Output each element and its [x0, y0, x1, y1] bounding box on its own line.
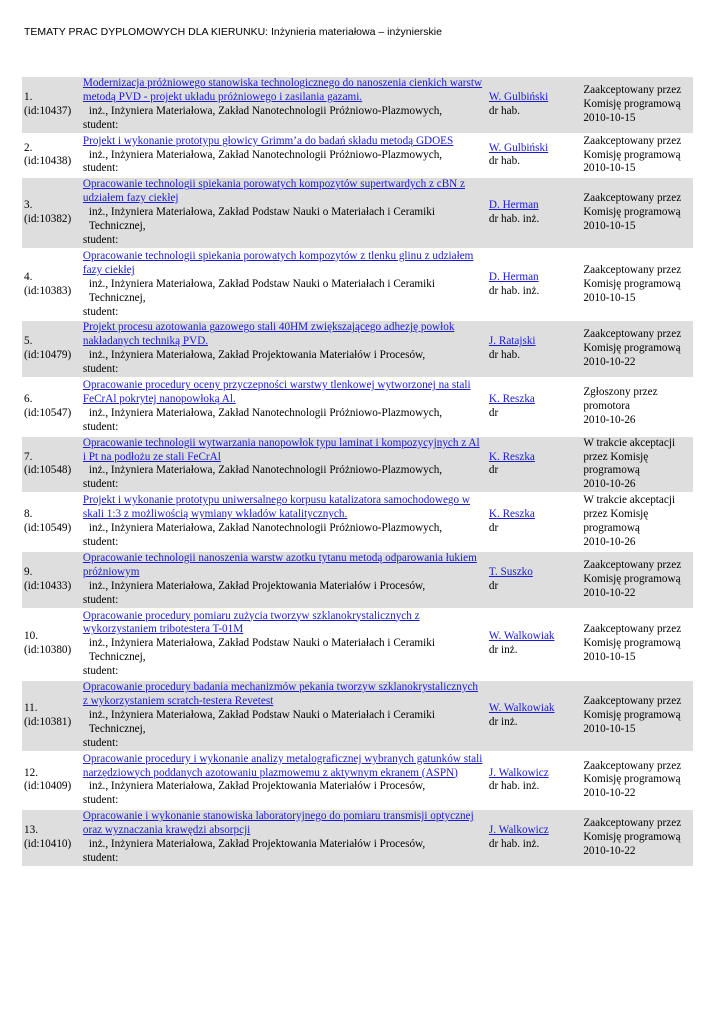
topic-cell [81, 378, 487, 436]
topic-student: student: [82, 233, 119, 246]
status-date: 2010-10-15 [583, 651, 636, 664]
topic-department: inż., Inżyniera Materiałowa, Zakład Podstaw Nauki o Materiałach i Ceramiki Technicznej, [88, 637, 435, 664]
table-row [22, 551, 693, 609]
row-id: (id:10410) [24, 838, 72, 851]
row-id: (id:10547) [24, 406, 72, 419]
topic-cell [81, 609, 487, 681]
supervisor-link[interactable]: D. Herman [488, 199, 539, 212]
row-number: 13. [24, 824, 38, 837]
supervisor-link[interactable]: W. Gulbiński [488, 141, 549, 154]
status-date: 2010-10-26 [583, 536, 636, 548]
topic-department: inż., Inżyniera Materiałowa, Zakład Podstaw Nauki o Materiałach i Ceramiki Technicznej, [88, 206, 435, 233]
status-text: Zaakceptowany przez Komisję programową [583, 694, 682, 721]
supervisor-degree: dr [488, 579, 499, 592]
topic-cell [81, 493, 487, 551]
status-cell [581, 378, 693, 436]
topic-department: inż., Inżyniera Materiałowa, Zakład Nanotechnologii Próżniowo-Plazmowych, [88, 148, 443, 161]
status-text: W trakcie akceptacji przez Komisję programową [583, 494, 676, 535]
topic-cell [81, 249, 487, 321]
topic-title-link[interactable]: Projekt procesu azotowania gazowego stali 40HM zwiększającego adhezję powłok nakładanych techniką PVD. [82, 321, 455, 348]
topic-department: inż., Inżyniera Materiałowa, Zakład Podstaw Nauki o Materiałach i Ceramiki Technicznej, [88, 277, 435, 304]
supervisor-cell [487, 809, 581, 867]
table-row [22, 134, 693, 178]
topic-title-link[interactable]: Opracowanie technologii nanoszenia warstw azotku tytanu metodą odparowania łukiem próżniowym [82, 551, 477, 578]
topic-title-link[interactable]: Opracowanie procedury i wykonanie analizy metalograficznej wybranych gatunków stali narzędziowych poddanych azotowaniu plazmowemu z aktywnym ekranem (ASPN) [82, 752, 483, 779]
topic-cell [81, 77, 487, 134]
topic-student: student: [82, 736, 119, 749]
topic-department: inż., Inżyniera Materiałowa, Zakład Nanotechnologii Próżniowo-Plazmowych, [88, 104, 443, 117]
supervisor-link[interactable]: W. Walkowiak [488, 630, 555, 643]
status-date: 2010-10-22 [583, 844, 636, 857]
supervisor-cell [487, 752, 581, 810]
topic-cell [81, 809, 487, 867]
topic-student: student: [82, 478, 119, 491]
topic-title-link[interactable]: Projekt i wykonanie prototypu uniwersalnego korpusu katalizatora samochodowego w skali 1:3 z możliwością wymiany wkładów katalitycznych. [82, 494, 470, 521]
row-number: 7. [24, 450, 33, 463]
supervisor-cell [487, 320, 581, 378]
supervisor-degree: dr hab. [488, 349, 520, 362]
row-id: (id:10383) [24, 284, 72, 297]
topic-student: student: [82, 665, 119, 678]
page-title: TEMATY PRAC DYPLOMOWYCH DLA KIERUNKU: Inżynieria materiałowa – inżynierskie [24, 26, 442, 38]
topic-cell [81, 177, 487, 249]
topic-cell [81, 551, 487, 609]
status-date: 2010-10-22 [583, 586, 636, 599]
row-id: (id:10438) [24, 155, 72, 168]
supervisor-cell [487, 249, 581, 321]
topics-table [22, 77, 693, 868]
topic-cell [81, 436, 487, 494]
row-number-cell [22, 77, 81, 134]
status-cell [581, 249, 693, 321]
supervisor-link[interactable]: J. Walkowicz [488, 824, 549, 837]
topic-student: student: [82, 420, 119, 433]
status-date: 2010-10-15 [583, 722, 636, 735]
supervisor-link[interactable]: K. Reszka [488, 450, 535, 463]
supervisor-degree: dr [488, 522, 499, 535]
table-row [22, 177, 693, 249]
table-row [22, 436, 693, 494]
topic-department: inż., Inżyniera Materiałowa, Zakład Projektowania Materiałów i Procesów, [88, 579, 426, 592]
topic-student: student: [82, 162, 119, 175]
status-cell [581, 809, 693, 867]
table-row [22, 609, 693, 681]
row-id: (id:10409) [24, 780, 72, 793]
row-id: (id:10433) [24, 579, 72, 592]
supervisor-degree: dr [488, 464, 499, 477]
row-number-cell [22, 680, 81, 752]
status-cell [581, 551, 693, 609]
row-id: (id:10380) [24, 644, 72, 657]
table-row [22, 77, 693, 134]
table-row [22, 752, 693, 810]
topic-cell [81, 752, 487, 810]
row-number-cell [22, 436, 81, 494]
table-row [22, 378, 693, 436]
supervisor-link[interactable]: T. Suszko [488, 565, 533, 578]
row-number-cell [22, 249, 81, 321]
row-number: 6. [24, 392, 33, 405]
table-row [22, 320, 693, 378]
supervisor-link[interactable]: W. Gulbiński [488, 90, 549, 103]
supervisor-cell [487, 378, 581, 436]
supervisor-cell [487, 177, 581, 249]
status-text: Zaakceptowany przez Komisję programową [583, 817, 682, 844]
topic-student: student: [82, 536, 119, 548]
status-text: Zgłoszony przez promotora [583, 385, 658, 412]
row-number-cell [22, 752, 81, 810]
row-number-cell [22, 320, 81, 378]
topic-student: student: [82, 363, 119, 376]
supervisor-degree: dr hab. inż. [488, 284, 540, 297]
supervisor-degree: dr hab. [488, 155, 520, 168]
supervisor-link[interactable]: J. Walkowicz [488, 766, 549, 779]
row-number-cell [22, 493, 81, 551]
supervisor-link[interactable]: J. Ratajski [488, 335, 536, 348]
table-row [22, 809, 693, 867]
status-cell [581, 134, 693, 178]
status-text: Zaakceptowany przez Komisję programową [583, 83, 682, 110]
status-text: Zaakceptowany przez Komisję programową [583, 263, 682, 290]
status-cell [581, 77, 693, 134]
topic-student: student: [82, 305, 119, 318]
table-row [22, 249, 693, 321]
supervisor-cell [487, 436, 581, 494]
topic-cell [81, 320, 487, 378]
row-number: 5. [24, 335, 33, 348]
topic-cell [81, 680, 487, 752]
row-number: 10. [24, 630, 38, 643]
topic-department: inż., Inżyniera Materiałowa, Zakład Projektowania Materiałów i Procesów, [88, 838, 426, 851]
status-cell [581, 680, 693, 752]
supervisor-degree: dr [488, 406, 499, 419]
supervisor-cell [487, 493, 581, 551]
topic-department: inż., Inżyniera Materiałowa, Zakład Nanotechnologii Próżniowo-Plazmowych, [88, 464, 443, 477]
status-date: 2010-10-15 [583, 291, 636, 304]
status-date: 2010-10-22 [583, 787, 636, 800]
supervisor-cell [487, 134, 581, 178]
row-number: 12. [24, 766, 38, 779]
supervisor-degree: dr hab. [488, 104, 520, 117]
supervisor-link[interactable]: K. Reszka [488, 508, 535, 521]
status-cell [581, 177, 693, 249]
row-number: 1. [24, 90, 33, 103]
topic-title-link[interactable]: Projekt i wykonanie prototypu głowicy Grimm’a do badań składu metodą GDOES [82, 134, 454, 147]
status-cell [581, 609, 693, 681]
supervisor-degree: dr hab. inż. [488, 838, 540, 851]
status-date: 2010-10-15 [583, 111, 636, 124]
row-number-cell [22, 134, 81, 178]
row-id: (id:10437) [24, 104, 72, 117]
supervisor-cell [487, 77, 581, 134]
topic-student: student: [82, 794, 119, 807]
topic-title-link[interactable]: Opracowanie technologii wytwarzania nanopowłok typu laminat i kompozycyjnych z Al i Pt na podłożu ze stali FeCrAl [82, 436, 480, 463]
supervisor-degree: dr hab. inż. [488, 213, 540, 226]
supervisor-degree: dr inż. [488, 644, 518, 657]
status-cell [581, 320, 693, 378]
status-cell [581, 436, 693, 494]
supervisor-link[interactable]: W. Walkowiak [488, 701, 555, 714]
topic-title-link[interactable]: Opracowanie technologii spiekania porowatych kompozytów z tlenku glinu z udziałem fazy ciekłej [82, 249, 474, 276]
row-number-cell [22, 551, 81, 609]
row-id: (id:10479) [24, 349, 72, 362]
row-number: 4. [24, 270, 33, 283]
status-text: W trakcie akceptacji przez Komisję programową [583, 436, 676, 477]
status-text: Zaakceptowany przez Komisję programową [583, 134, 682, 161]
table-row [22, 493, 693, 551]
topic-cell [81, 134, 487, 178]
topic-title-link[interactable]: Opracowanie procedury badania mechanizmów pekania tworzyw szklanokrystalicznych z wykorzystaniem scratch-testera Revetest [82, 681, 479, 707]
status-date: 2010-10-26 [583, 413, 636, 426]
status-date: 2010-10-22 [583, 356, 636, 369]
row-number-cell [22, 809, 81, 867]
status-text: Zaakceptowany przez Komisję programową [583, 192, 682, 219]
status-text: Zaakceptowany przez Komisję programową [583, 623, 682, 650]
topic-department: inż., Inżyniera Materiałowa, Zakład Nanotechnologii Próżniowo-Plazmowych, [88, 406, 443, 419]
row-id: (id:10382) [24, 213, 72, 226]
status-date: 2010-10-26 [583, 478, 636, 491]
topic-department: inż., Inżyniera Materiałowa, Zakład Podstaw Nauki o Materiałach i Ceramiki Technicznej, [88, 708, 435, 735]
row-id: (id:10548) [24, 464, 72, 477]
topic-student: student: [82, 851, 119, 864]
topic-department: inż., Inżyniera Materiałowa, Zakład Nanotechnologii Próżniowo-Plazmowych, [88, 522, 443, 535]
row-number: 11. [24, 701, 38, 714]
supervisor-link[interactable]: D. Herman [488, 270, 539, 283]
status-text: Zaakceptowany przez Komisję programową [583, 558, 682, 585]
supervisor-link[interactable]: K. Reszka [488, 392, 535, 405]
status-cell [581, 752, 693, 810]
supervisor-cell [487, 680, 581, 752]
row-id: (id:10381) [24, 715, 72, 728]
supervisor-cell [487, 551, 581, 609]
row-number: 3. [24, 199, 33, 212]
status-cell [581, 493, 693, 551]
topic-title-link[interactable]: Opracowanie i wykonanie stanowiska laboratoryjnego do pomiaru transmisji optycznej oraz wyznaczania krawędzi absorpcji [82, 810, 474, 837]
row-id: (id:10549) [24, 522, 72, 535]
topic-title-link[interactable]: Opracowanie procedury pomiaru zużycia tworzyw szklanokrystalicznych z wykorzystaniem tribotestera T-01M [82, 609, 420, 636]
row-number-cell [22, 378, 81, 436]
topic-title-link[interactable]: Opracowanie technologii spiekania porowatych kompozytów supertwardych z cBN z udziałem fazy ciekłej [82, 178, 465, 205]
row-number: 9. [24, 565, 33, 578]
row-number: 2. [24, 141, 33, 154]
row-number: 8. [24, 508, 33, 521]
supervisor-degree: dr hab. inż. [488, 780, 540, 793]
table-row [22, 680, 693, 752]
topic-department: inż., Inżyniera Materiałowa, Zakład Projektowania Materiałów i Procesów, [88, 780, 426, 793]
topic-student: student: [82, 118, 119, 131]
supervisor-cell [487, 609, 581, 681]
status-date: 2010-10-15 [583, 162, 636, 175]
status-date: 2010-10-15 [583, 220, 636, 233]
supervisor-degree: dr inż. [488, 715, 518, 728]
topic-student: student: [82, 593, 119, 606]
topic-title-link[interactable]: Opracowanie procedury oceny przyczepności warstwy tlenkowej wytworzonej na stali FeCrAl pokrytej nanopowłoką Al. [82, 379, 471, 405]
row-number-cell [22, 177, 81, 249]
status-text: Zaakceptowany przez Komisję programową [583, 328, 682, 355]
topic-title-link[interactable]: Modernizacja próżniowego stanowiska technologicznego do nanoszenia cienkich warstw metodą PVD - projekt układu próżniowego i zasilania gazami. [82, 77, 483, 103]
status-text: Zaakceptowany przez Komisję programową [583, 759, 682, 786]
topic-department: inż., Inżyniera Materiałowa, Zakład Projektowania Materiałów i Procesów, [88, 349, 426, 362]
row-number-cell [22, 609, 81, 681]
topics-table-body [22, 77, 693, 867]
